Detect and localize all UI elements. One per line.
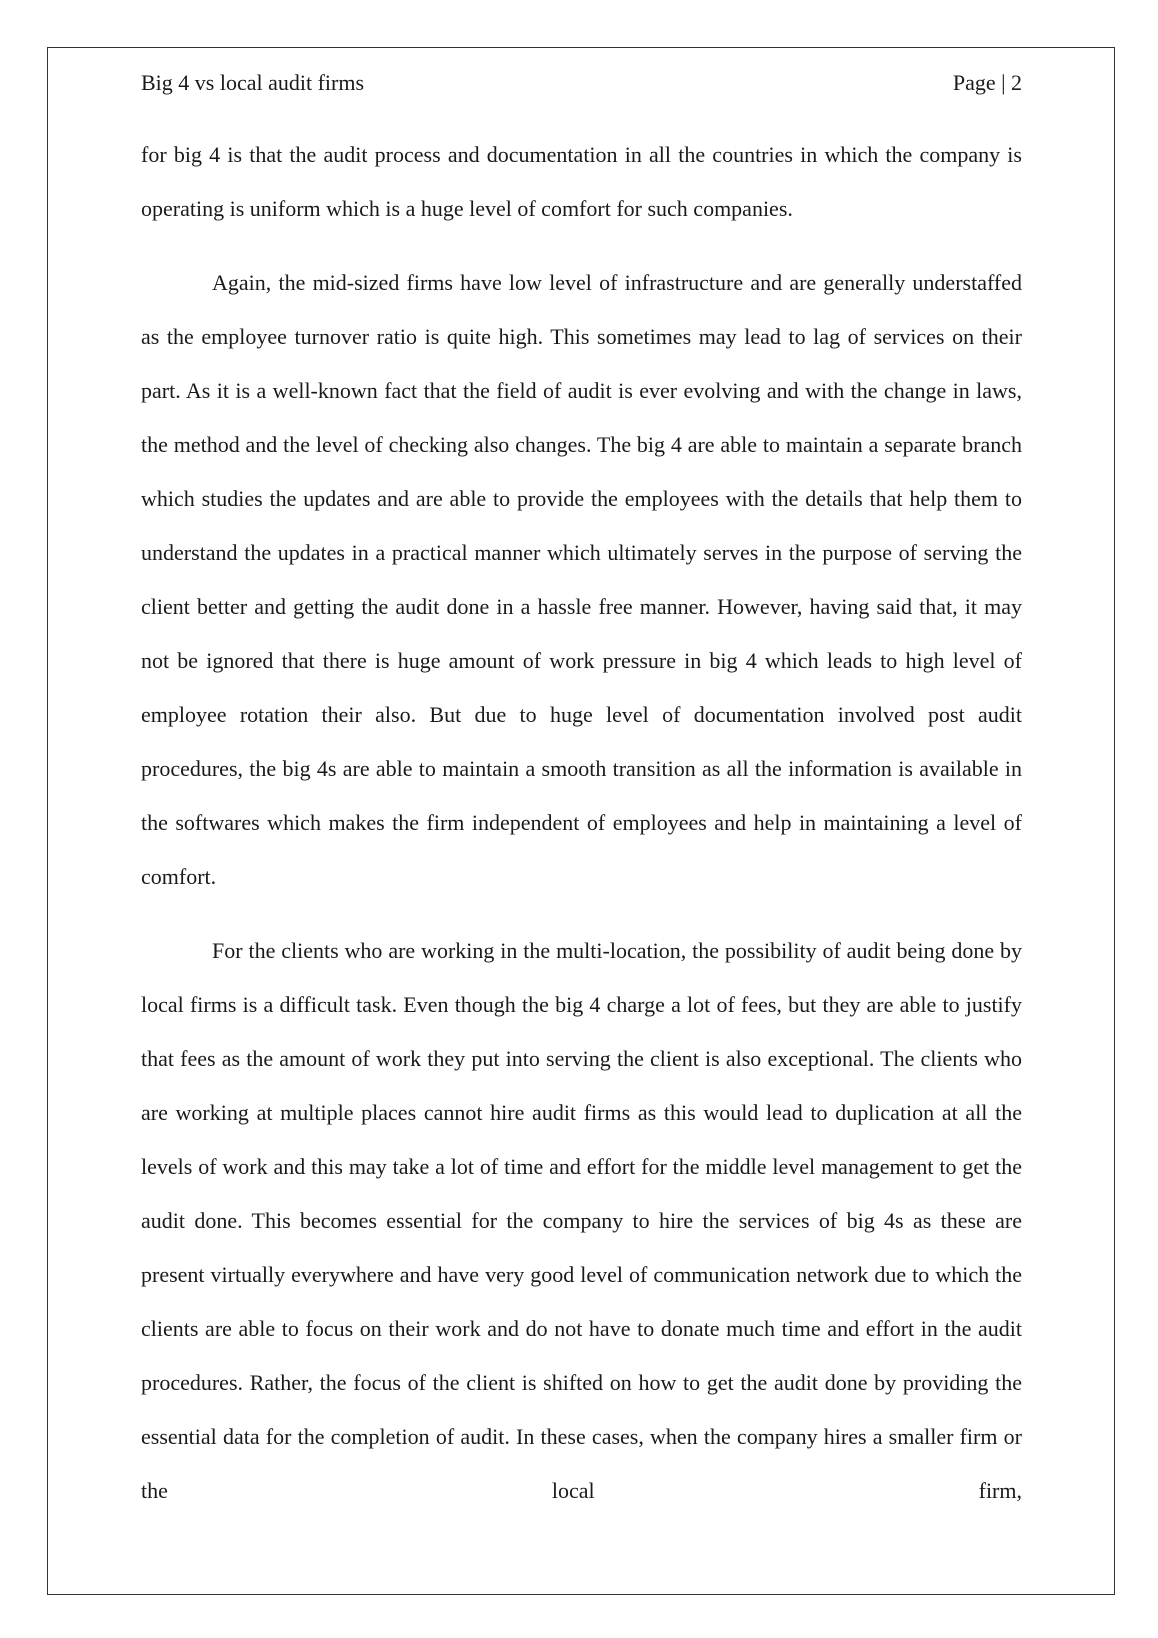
paragraph: Again, the mid-sized firms have low level of infrastructure and are generally understaffed as the employee turnover ratio is quite high. This sometimes may lead to lag of services on their part. As it is a well-known fact that the field of audit is ever evolving and with the change in laws, the method and the level of checking also changes. The big 4 are able to maintain a separate branch which studies the updates and are able to provide the employees with the details that help them to understand the updates in a practical manner which ultimately serves in the purpose of serving the client better and getting the audit done in a hassle free manner. However, having said that, it may not be ignored that there is huge amount of work pressure in big 4 which leads to high level of employee rotation their also. But due to huge level of documentation involved post audit procedures, the big 4s are able to maintain a smooth transition as all the information is available in the softwares which makes the firm independent of employees and help in maintaining a level of comfort. bbox=[141, 270, 1022, 889]
page-number: Page | 2 bbox=[952, 70, 1022, 95]
header-title: Big 4 vs local audit firms bbox=[141, 70, 365, 95]
paragraph-continued: for big 4 is that the audit process and documentation in all the countries in which the company is operating is uniform which is a huge level of comfort for such companies. bbox=[141, 142, 1022, 221]
document-body bbox=[141, 128, 1022, 1538]
page-header bbox=[141, 68, 1022, 98]
paragraph: For the clients who are working in the multi-location, the possibility of audit being done by local firms is a difficult task. Even though the big 4 charge a lot of fees, but they are able to justify that fees as the amount of work they put into serving the client is also exceptional. The clients who are working at multiple places cannot hire audit firms as this would lead to duplication at all the levels of work and this may take a lot of time and effort for the middle level management to get the audit done. This becomes essential for the company to hire the services of big 4s as these are present virtually everywhere and have very good level of communication network due to which the clients are able to focus on their work and do not have to donate much time and effort in the audit procedures. Rather, the focus of the client is shifted on how to get the audit done by providing the essential data for the completion of audit. In these cases, when the company hires a smaller firm or the local firm, bbox=[141, 938, 1022, 1503]
